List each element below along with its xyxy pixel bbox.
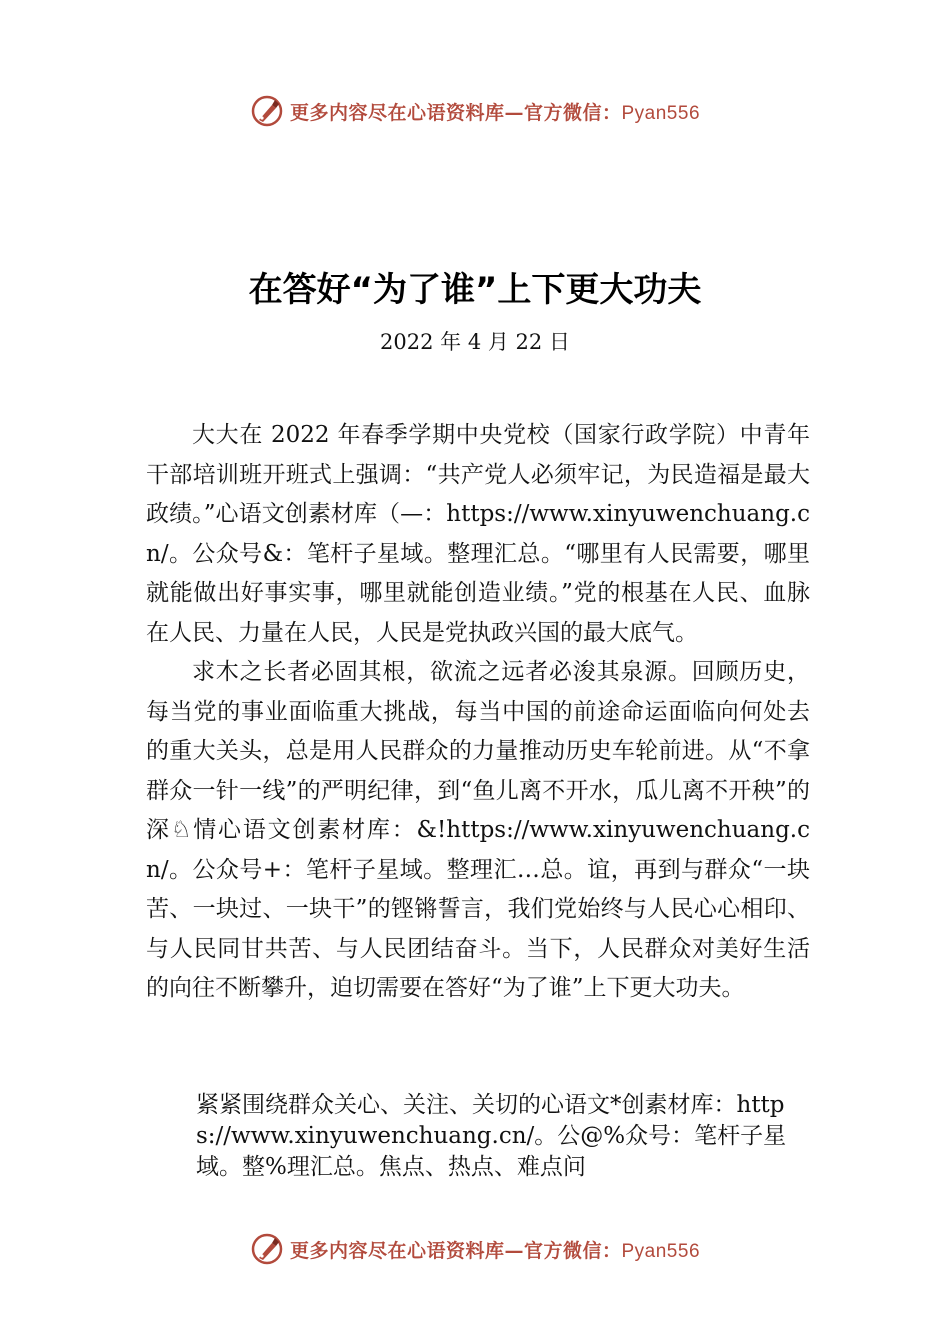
header-banner	[0, 94, 950, 128]
pen-nib-logo-icon	[250, 94, 284, 128]
article-body	[146, 416, 810, 1009]
banner-wechat-id: Pyan556	[621, 102, 701, 124]
article-title: 在答好“为了谁”上下更大功夫	[248, 270, 702, 310]
tail-paragraph: 紧紧围绕群众关心、关注、关切的心语文*创素材库：https://www.xinyuwenchuang.cn/。公@%众号：笔杆子星域。整%理汇总。焦点、热点、难点问	[196, 1092, 787, 1180]
pen-nib-logo-icon	[250, 1232, 284, 1266]
banner-text: 更多内容尽在心语资料库—官方微信：Pyan556	[289, 1239, 701, 1262]
paragraph: 求木之长者必固其根，欲流之远者必浚其泉源。回顾历史，每当党的事业面临重大挑战，每当中国的前途命运面临向何处去的重大关头，总是用人民群众的力量推动历史车轮前进。从“不拿群众一针一线”的严明纪律，到“鱼儿离不开水，瓜儿离不开秧”的深♘情心语文创素材库：&!https://www.xinyuwenchuang.cn/。公众号+：笔杆子星域。整理汇…总。谊，再到与群众“一块苦、一块过、一块干”的铿锵誓言，我们党始终与人民心心相印、与人民同甘共苦、与人民团结奋斗。当下，人民群众对美好生活的向往不断攀升，迫切需要在答好“为了谁”上下更大功夫。	[146, 659, 810, 1001]
footer-banner	[0, 1232, 950, 1266]
paragraph: 大大在 2022 年春季学期中央党校（国家行政学院）中青年干部培训班开班式上强调：“共产党人必须牢记，为民造福是最大政绩。”心语文创素材库（—：https://www.xinyuwenchuang.cn/。公众号&：笔杆子星域。整理汇总。“哪里有人民需要，哪里就能做出好事实事，哪里就能创造业绩。”党的根基在人民、血脉在人民、力量在人民，人民是党执政兴国的最大底气。	[146, 422, 810, 646]
banner-text: 更多内容尽在心语资料库—官方微信：Pyan556	[289, 101, 701, 124]
banner-wechat-id: Pyan556	[621, 1240, 701, 1262]
article-date: 2022 年 4 月 22 日	[380, 330, 570, 354]
